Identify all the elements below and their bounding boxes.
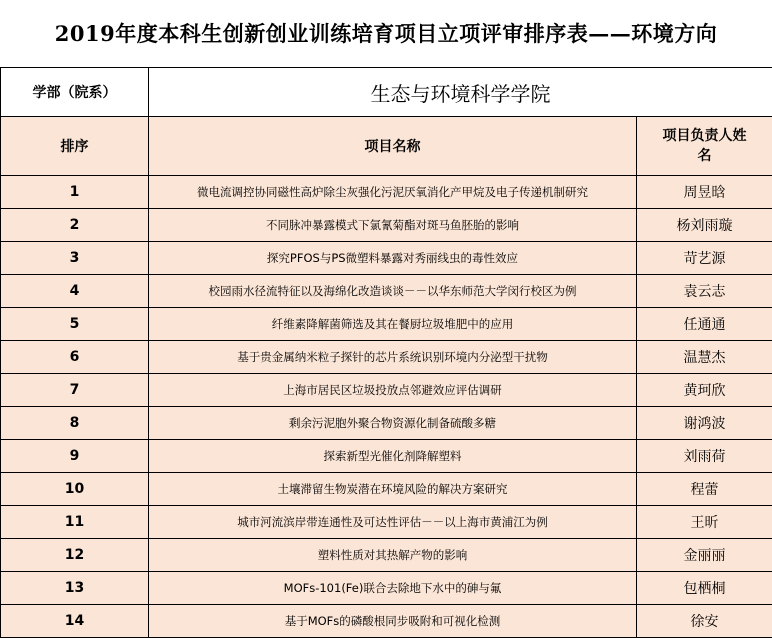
table-row — [1, 176, 772, 209]
leader-name-cell: 徐安 — [637, 605, 772, 638]
table-row — [1, 308, 772, 341]
rank-cell: 5 — [1, 308, 149, 341]
rank-cell: 1 — [1, 176, 149, 209]
table-header-row — [1, 117, 772, 176]
rank-cell: 7 — [1, 374, 149, 407]
department-label: 学部（院系） — [1, 68, 149, 117]
page-title: 2019年度本科生创新创业训练培育项目立项评审排序表——环境方向 — [0, 0, 772, 66]
table-row — [1, 374, 772, 407]
table-row — [1, 275, 772, 308]
project-name-cell: 城市河流滨岸带连通性及可达性评估－－以上海市黄浦江为例 — [149, 506, 637, 539]
leader-name-cell: 周昱晗 — [637, 176, 772, 209]
project-ranking-table — [0, 67, 772, 638]
column-header-leader: 项目负责人姓名 — [637, 117, 772, 176]
project-name-cell: 上海市居民区垃圾投放点邻避效应评估调研 — [149, 374, 637, 407]
department-name: 生态与环境科学学院 — [149, 68, 772, 117]
table-row — [1, 539, 772, 572]
project-name-cell: 土壤滞留生物炭潜在环境风险的解决方案研究 — [149, 473, 637, 506]
table-row — [1, 506, 772, 539]
department-row — [1, 68, 772, 117]
table-row — [1, 605, 772, 638]
project-name-cell: 不同脉冲暴露模式下氯氰菊酯对斑马鱼胚胎的影响 — [149, 209, 637, 242]
project-name-cell: 校园雨水径流特征以及海绵化改造谈谈－－以华东师范大学闵行校区为例 — [149, 275, 637, 308]
leader-name-cell: 刘雨荷 — [637, 440, 772, 473]
rank-cell: 14 — [1, 605, 149, 638]
project-name-cell: 基于MOFs的磷酸根同步吸附和可视化检测 — [149, 605, 637, 638]
leader-name-cell: 温慧杰 — [637, 341, 772, 374]
rank-cell: 11 — [1, 506, 149, 539]
project-name-cell: 基于贵金属纳米粒子探针的芯片系统识别环境内分泌型干扰物 — [149, 341, 637, 374]
project-name-cell: 剩余污泥胞外聚合物资源化制备硫酸多糖 — [149, 407, 637, 440]
project-name-cell: 塑料性质对其热解产物的影响 — [149, 539, 637, 572]
leader-name-cell: 黄珂欣 — [637, 374, 772, 407]
table-row — [1, 440, 772, 473]
rank-cell: 3 — [1, 242, 149, 275]
project-name-cell: 探究PFOS与PS微塑料暴露对秀丽线虫的毒性效应 — [149, 242, 637, 275]
column-header-project-name: 项目名称 — [149, 117, 637, 176]
rank-cell: 9 — [1, 440, 149, 473]
table-row — [1, 572, 772, 605]
project-name-cell: 探索新型光催化剂降解塑料 — [149, 440, 637, 473]
rank-cell: 6 — [1, 341, 149, 374]
leader-name-cell: 王昕 — [637, 506, 772, 539]
rank-cell: 2 — [1, 209, 149, 242]
rank-cell: 12 — [1, 539, 149, 572]
rank-cell: 10 — [1, 473, 149, 506]
leader-name-cell: 程蕾 — [637, 473, 772, 506]
table-row — [1, 242, 772, 275]
table-row — [1, 341, 772, 374]
leader-name-cell: 苛艺源 — [637, 242, 772, 275]
rank-cell: 8 — [1, 407, 149, 440]
leader-name-cell: 袁云志 — [637, 275, 772, 308]
project-name-cell: 纤维素降解菌筛选及其在餐厨垃圾堆肥中的应用 — [149, 308, 637, 341]
leader-name-cell: 包栖桐 — [637, 572, 772, 605]
rank-cell: 13 — [1, 572, 149, 605]
column-header-rank: 排序 — [1, 117, 149, 176]
table-row — [1, 473, 772, 506]
leader-name-cell: 杨刘雨璇 — [637, 209, 772, 242]
leader-name-cell: 金丽丽 — [637, 539, 772, 572]
leader-name-cell: 任通通 — [637, 308, 772, 341]
rank-cell: 4 — [1, 275, 149, 308]
table-row — [1, 209, 772, 242]
project-name-cell: 微电流调控协同磁性高炉除尘灰强化污泥厌氧消化产甲烷及电子传递机制研究 — [149, 176, 637, 209]
leader-name-cell: 谢鸿波 — [637, 407, 772, 440]
table-row — [1, 407, 772, 440]
project-name-cell: MOFs-101(Fe)联合去除地下水中的砷与氟 — [149, 572, 637, 605]
